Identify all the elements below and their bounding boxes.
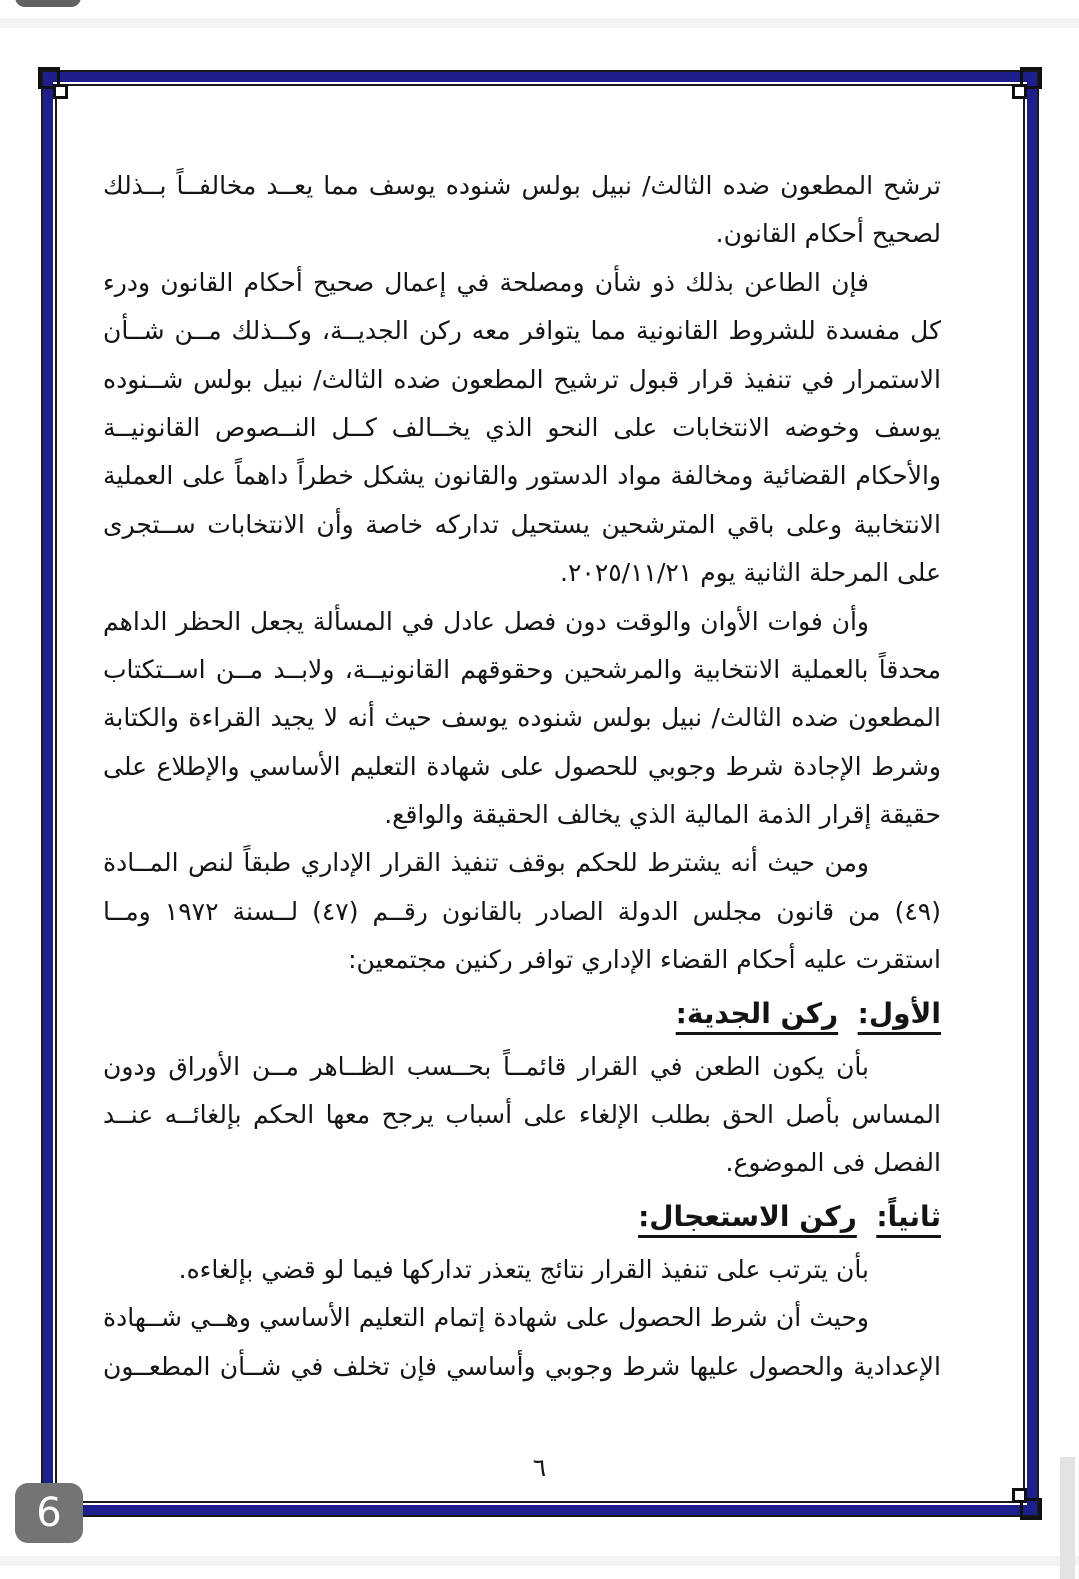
paragraph-line: (٤٩) من قانون مجلس الدولة الصادر بالقانون رقــم (٤٧) لــسنة ١٩٧٢ ومــا — [103, 896, 941, 926]
paragraph-line: الإعدادية والحصول عليها شرط وجوبي وأساسي فإن تخلف في شــأن المطعــون — [103, 1351, 941, 1381]
paragraph-line: استقرت عليه أحكام القضاء الإداري توافر ركنين مجتمعين: — [348, 945, 941, 975]
heading-title: ركن الاستعجال: — [638, 1199, 857, 1233]
paragraph-line: يوسف وخوضه الانتخابات على النحو الذي يخــالف كــل النــصوص القانونيــة — [103, 412, 941, 442]
paragraph-line: المطعون ضده الثالث/ نبيل بولس شنوده يوسف حيث أنه لا يجيد القراءة والكتابة — [103, 703, 941, 733]
paragraph-line: وشرط الإجادة شرط وجوبي للحصول على شهادة التعليم الأساسي والإطلاع على — [103, 751, 941, 781]
border-inner-line — [55, 84, 1025, 1503]
paragraph-line: ومن حيث أنه يشترط للحكم بوقف تنفيذ القرار الإداري طبقاً لنص المــادة — [103, 848, 869, 878]
paragraph-line: فإن الطاعن بذلك ذو شأن ومصلحة في إعمال صحيح أحكام القانون ودرء — [103, 267, 869, 297]
border-navy-band — [43, 72, 1037, 1515]
paragraph-line: والأحكام القضائية ومخالفة مواد الدستور والقانون يشكل خطراً داهماً على العملية — [103, 461, 941, 491]
heading-label: الأول: — [857, 996, 941, 1030]
paragraph-line: حقيقة إقرار الذمة المالية الذي يخالف الحقيقة والواقع. — [384, 800, 941, 830]
page-number-badge: 6 — [15, 1483, 83, 1543]
page-gap-strip-bottom — [0, 1556, 1079, 1566]
paragraph-line: وحيث أن شرط الحصول على شهادة إتمام التعليم الأساسي وهــي شــهادة — [103, 1303, 869, 1333]
previous-page-badge — [15, 0, 81, 7]
paragraph-line: محدقاً بالعملية الانتخابية والمرشحين وحقوقهم القانونيــة، ولابــد مــن اســتكتاب — [103, 654, 941, 684]
paragraph-line: الاستمرار في تنفيذ قرار قبول ترشيح المطعون ضده الثالث/ نبيل بولس شــنوده — [103, 364, 941, 394]
border-corner-ornament — [53, 84, 68, 99]
paragraph-line: وأن فوات الأوان والوقت دون فصل عادل في المسألة يجعل الحظر الداهم — [103, 606, 869, 636]
page-gap-strip-top — [0, 18, 1079, 28]
paragraph-line: الانتخابية وعلى باقي المترشحين يستحيل تداركه خاصة وأن الانتخابات ســتجرى — [103, 509, 941, 539]
paragraph-line: كل مفسدة للشروط القانونية مما يتوافر معه ركن الجديــة، وكــذلك مــن شــأن — [103, 316, 941, 346]
paragraph-line: على المرحلة الثانية يوم ٢٠٢٥/١١/٢١. — [560, 558, 941, 588]
paragraph-line: بأن يكون الطعن في القرار قائمــاً بحــسب الظــاهر مــن الأوراق ودون — [103, 1051, 869, 1081]
page-number-arabic: ٦ — [532, 1453, 547, 1482]
paragraph-line: بأن يترتب على تنفيذ القرار نتائج يتعذر تداركها فيما لو قضي بإلغاءه. — [178, 1254, 869, 1284]
heading-second-requisite — [103, 1188, 941, 1246]
heading-first-requisite — [103, 985, 941, 1043]
paragraph-line: ترشح المطعون ضده الثالث/ نبيل بولس شنوده يوسف مما يعــد مخالفــاً بــذلك — [103, 171, 941, 200]
decorative-border-frame — [41, 70, 1039, 1517]
paragraph-line: المساس بأصل الحق بطلب الإلغاء على أسباب يرجح معها الحكم بإلغائــه عنــد — [103, 1100, 941, 1130]
scrollbar-thumb[interactable] — [1060, 1457, 1075, 1579]
border-corner-ornament — [1012, 1488, 1027, 1503]
heading-title: ركن الجدية: — [675, 996, 839, 1030]
heading-label: ثانياً: — [876, 1199, 941, 1233]
border-corner-ornament — [1012, 84, 1027, 99]
paragraph-line: الفصل فى الموضوع. — [725, 1148, 941, 1178]
paragraph-line: لصحيح أحكام القانون. — [715, 219, 941, 249]
document-text-block — [103, 162, 941, 1391]
